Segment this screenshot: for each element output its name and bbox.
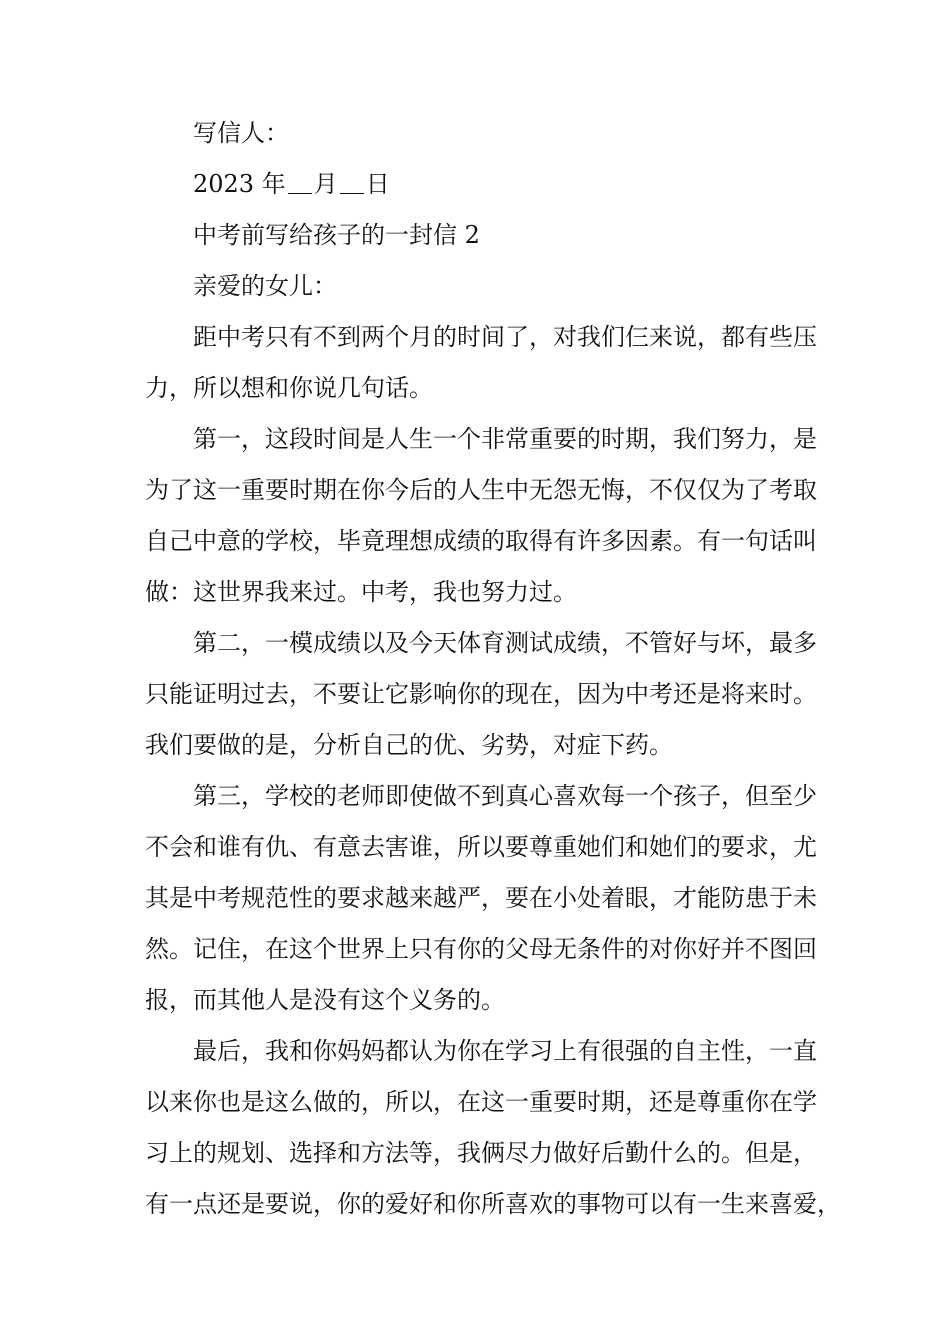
month-blank	[288, 171, 312, 194]
paragraph	[145, 618, 815, 771]
text-line: 报，而其他人是没有这个义务的。	[145, 986, 505, 1014]
text-line: 力，所以想和你说几句话。	[145, 374, 433, 402]
text-line: 最后，我和你妈妈都认为你在学习上有很强的自主性，一直	[193, 1037, 817, 1065]
date-month-unit: 月	[313, 170, 338, 198]
signature-label: 写信人：	[193, 119, 289, 147]
day-blank	[340, 171, 364, 194]
paragraph	[145, 414, 815, 618]
text-line: 自己中意的学校，毕竟理想成绩的取得有许多因素。有一句话叫	[145, 527, 817, 555]
text-line: 以来你也是这么做的，所以，在这一重要时期，还是尊重你在学	[145, 1088, 817, 1116]
text-line: 第一，这段时间是人生一个非常重要的时期，我们努力，是	[193, 425, 817, 453]
paragraph	[145, 312, 815, 414]
date-year: 2023 年	[193, 170, 286, 198]
text-line: 为了这一重要时期在你今后的人生中无怨无悔，不仅仅为了考取	[145, 476, 817, 504]
text-line: 我们要做的是，分析自己的优、劣势，对症下药。	[145, 731, 673, 759]
text-line: 不会和谁有仇、有意去害谁，所以要尊重她们和她们的要求，尤	[145, 833, 817, 861]
paragraph	[145, 771, 815, 1026]
text-line: 习上的规划、选择和方法等，我俩尽力做好后勤什么的。但是，	[145, 1139, 817, 1167]
text-line: 然。记住，在这个世界上只有你的父母无条件的对你好并不图回	[145, 935, 817, 963]
salutation: 亲爱的女儿：	[193, 272, 337, 300]
letter-title: 中考前写给孩子的一封信 2	[193, 221, 480, 249]
text-line: 有一点还是要说，你的爱好和你所喜欢的事物可以有一生来喜爱，	[145, 1190, 841, 1218]
date-day-unit: 日	[365, 170, 390, 198]
text-line: 第三，学校的老师即使做不到真心喜欢每一个孩子，但至少	[193, 782, 817, 810]
text-line: 距中考只有不到两个月的时间了，对我们仨来说，都有些压	[193, 323, 817, 351]
paragraph	[145, 1026, 841, 1230]
document-body	[145, 108, 841, 1230]
text-line: 做：这世界我来过。中考，我也努力过。	[145, 578, 577, 606]
text-line: 只能证明过去，不要让它影响你的现在，因为中考还是将来时。	[145, 680, 817, 708]
letter-date	[145, 159, 815, 210]
text-line: 第二，一模成绩以及今天体育测试成绩，不管好与坏，最多	[193, 629, 817, 657]
text-line: 其是中考规范性的要求越来越严，要在小处着眼，才能防患于未	[145, 884, 817, 912]
